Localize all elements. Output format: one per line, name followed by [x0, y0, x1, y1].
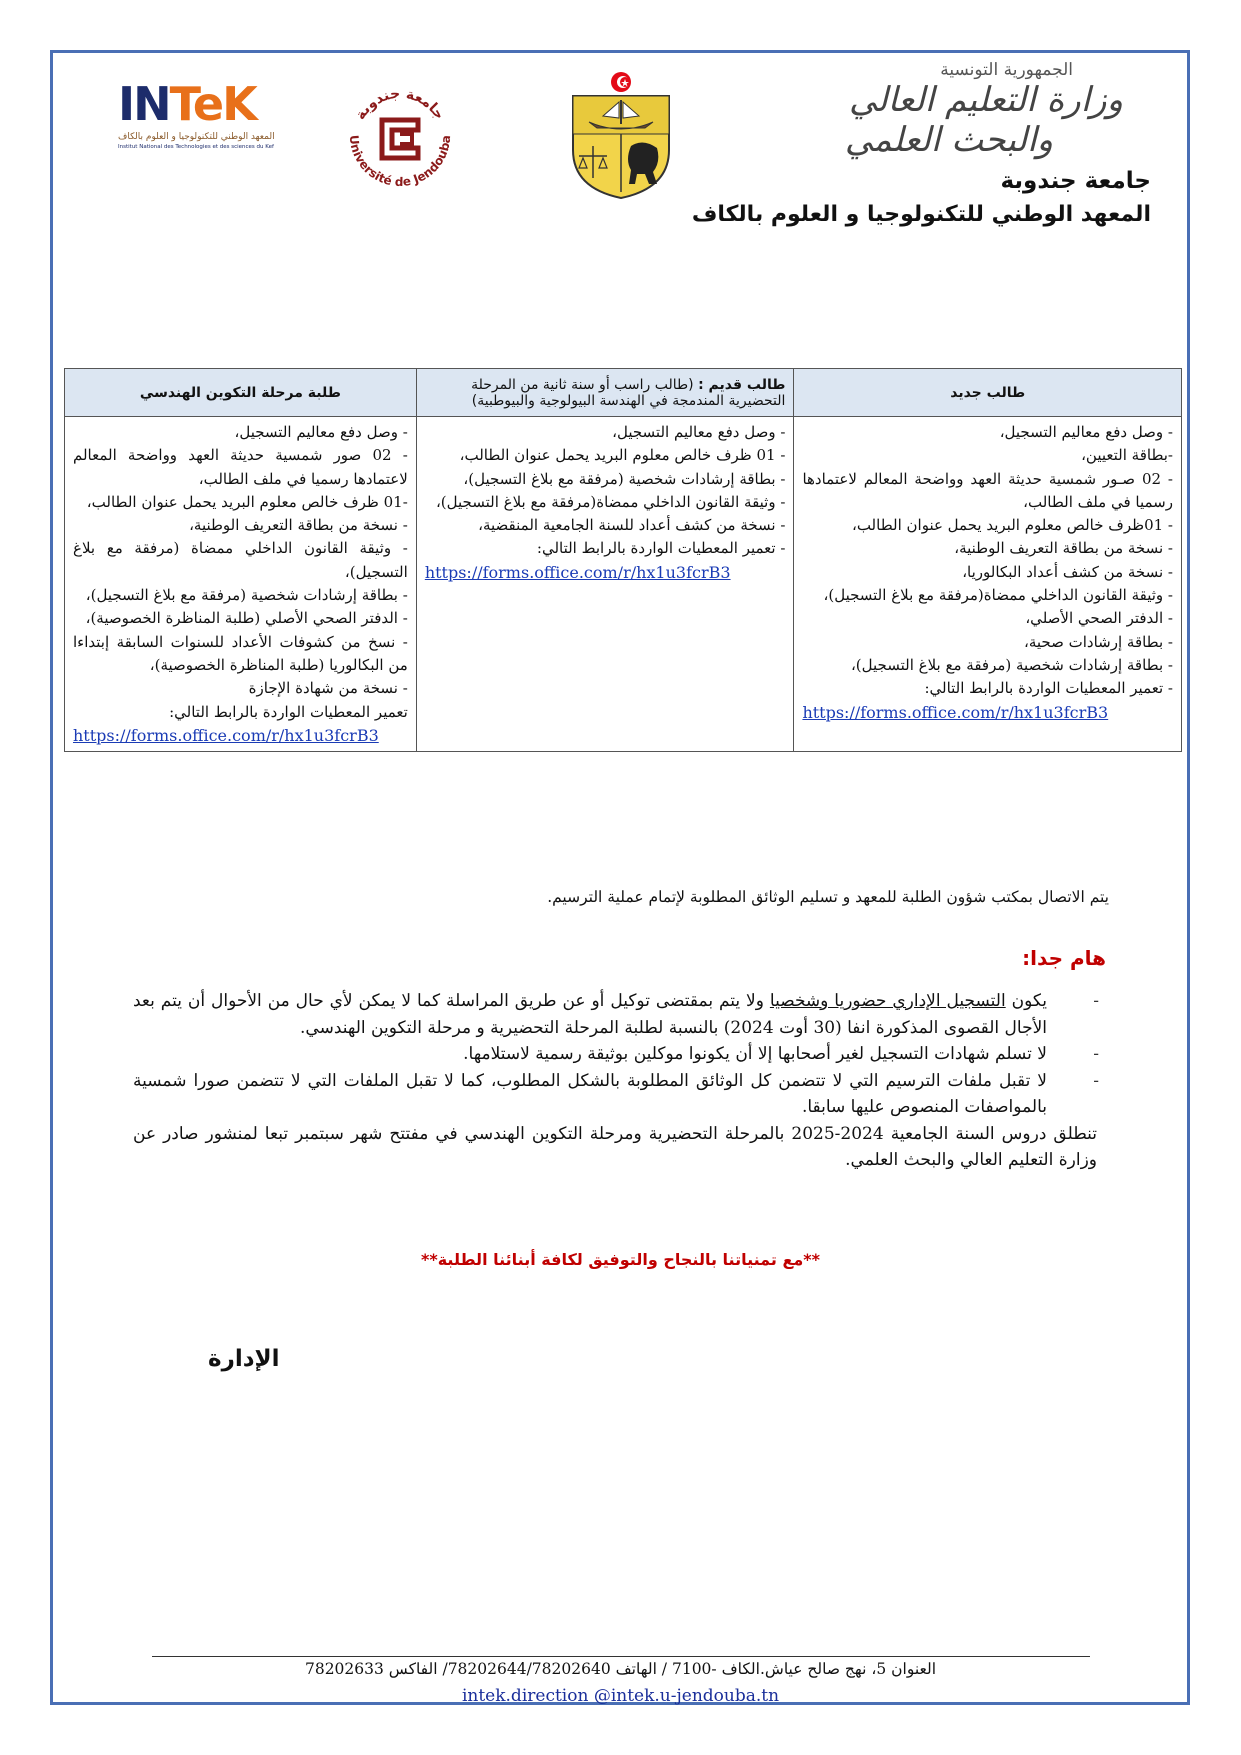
university-logo: [340, 78, 460, 198]
signature-administration: الإدارة: [208, 1346, 280, 1372]
header-old-student-label: طالب قديم :: [698, 376, 786, 393]
requirements-table: [64, 368, 1182, 752]
note-item: [133, 988, 1101, 1041]
cell-engineering: [65, 417, 417, 752]
university-logo-arabic: جامعة جندوبة: [352, 85, 448, 123]
important-title: هام جدا:: [1022, 946, 1106, 970]
list-item: -بطاقة التعيين،: [1081, 446, 1173, 465]
list-item: - وصل دفع معاليم التسجيل،: [234, 423, 408, 441]
header-old-student: [416, 369, 794, 417]
coat-of-arms: [565, 70, 677, 200]
footer-email: intek.direction @intek.u-jendouba.tn: [461, 1686, 780, 1706]
institute-title: المعهد الوطني للتكنولوجيا و العلوم بالكاف: [691, 202, 1151, 227]
svg-text:جامعة جندوبة: [352, 86, 447, 123]
list-item: تعمير المعطيات الواردة بالرابط التالي:: [169, 702, 408, 721]
list-item: - وصل دفع معاليم التسجيل،: [999, 423, 1173, 441]
list-item: - 02 صـور شمسية حديثة العهد وواضحة المعالم لاعتمادها رسميا في ملف الطالب،: [802, 469, 1173, 511]
form-link-new[interactable]: https://forms.office.com/r/hx1u3fcrB3: [802, 702, 1109, 722]
list-item: - الدفتر الصحي الأصلي (طلبة المناظرة الخصوصية)،: [85, 609, 408, 628]
ministry-line-1: وزارة التعليم العالي: [848, 80, 1123, 120]
list-item: - نسخة من كشف أعداد للسنة الجامعية المنقضية،: [478, 516, 786, 535]
page-border: [50, 50, 1190, 1705]
list-item: - نسخة من كشف أعداد البكالوريا،: [962, 562, 1173, 581]
list-item: - نسخة من بطاقة التعريف الوطنية،: [189, 516, 408, 535]
svg-text:Université de Jendouba: [347, 134, 453, 189]
classes-start-paragraph: تنطلق دروس السنة الجامعية 2024-2025 بالمرحلة التحضيرية ومرحلة التكوين الهندسي في مفتتح شهر سبتمبر تبعا لمنشور صادر عن وزارة التعليم العالي والبحث العلمي.: [133, 1123, 1098, 1170]
list-item: - بطاقة إرشادات شخصية (مرفقة مع بلاغ التسجيل)،: [850, 655, 1173, 674]
list-item: - تعمير المعطيات الواردة بالرابط التالي:: [924, 679, 1173, 698]
dash-bullet: -: [1093, 1044, 1099, 1064]
important-notes: [133, 988, 1101, 1174]
list-item: - وثيقة القانون الداخلي ممضاة (مرفقة مع بلاغ التسجيل)،: [73, 539, 408, 581]
list-item: - وثيقة القانون الداخلي ممضاة(مرفقة مع بلاغ التسجيل)،: [823, 586, 1173, 605]
note1-underlined: التسجيل الإداري حضوريا وشخصيا: [769, 991, 1006, 1011]
table-header-row: [65, 369, 1182, 417]
list-item: - نسخ من كشوفات الأعداد للسنوات السابقة إبتداءا من البكالوريا (طلبة المناظرة الخصوصية)،: [73, 632, 408, 674]
list-item: - نسخة من بطاقة التعريف الوطنية،: [954, 539, 1173, 558]
ministry-line-2: والبحث العلمي: [844, 120, 1053, 160]
list-item: - 02 صور شمسية حديثة العهد وواضحة المعالم لاعتمادها رسميا في ملف الطالب،: [73, 446, 408, 488]
note3-text: لا تقبل ملفات الترسيم التي لا تتضمن كل الوثائق المطلوبة بالشكل المطلوب، كما لا تقبل الملفات التي لا تتضمن صورا شمسية بالمواصفات المنصوص عليها سابقا.: [133, 1070, 1047, 1117]
intek-logo-mark: [118, 77, 278, 131]
ministry-block: [823, 60, 1123, 160]
form-link-old[interactable]: https://forms.office.com/r/hx1u3fcrB3: [424, 562, 731, 582]
cell-old-student: [416, 417, 794, 752]
list-item: - بطاقة إرشادات شخصية (مرفقة مع بلاغ التسجيل)،: [85, 586, 408, 605]
list-item: - الدفتر الصحي الأصلي،: [1025, 609, 1173, 628]
form-link-engineering[interactable]: https://forms.office.com/r/hx1u3fcrB3: [73, 725, 379, 745]
footer-divider: [152, 1656, 1090, 1657]
dash-bullet: -: [1093, 1070, 1099, 1091]
dash-bullet: -: [1093, 991, 1099, 1011]
list-item: - 01 ظرف خالص معلوم البريد يحمل عنوان الطالب،: [459, 446, 786, 465]
wish-line: **مع تمنياتنا بالنجاح والتوفيق لكافة أبنائنا الطلبة**: [420, 1250, 821, 1269]
republic-label: الجمهورية التونسية: [940, 60, 1073, 80]
header-engineering: طلبة مرحلة التكوين الهندسي: [65, 369, 417, 417]
contact-instruction: يتم الاتصال بمكتب شؤون الطلبة للمعهد و تسليم الوثائق المطلوبة لإتمام عملية الترسيم.: [547, 888, 1109, 906]
note-item: [133, 1041, 1101, 1068]
note1-after: ولا يتم بمقتضى توكيل أو عن طريق المراسلة كما لا يمكن لأي حال من الأحوال أن يتم بعد الأجال القصوى المذكورة انفا (30 أوت 2024) بالنسبة لطلبة المرحلة التحضيرية و مرحلة التكوين الهندسي.: [133, 991, 1047, 1038]
list-item: - 01ظرف خالص معلوم البريد يحمل عنوان الطالب،: [851, 516, 1173, 535]
intek-logo-french: Institut National des Technologies et des sciences du Kef: [118, 144, 274, 150]
header-new-student: طالب جديد: [794, 369, 1182, 417]
list-item: - وصل دفع معاليم التسجيل،: [612, 423, 786, 441]
intek-logo-tek: TeK: [169, 77, 256, 131]
list-item: -01 ظرف خالص معلوم البريد يحمل عنوان الطالب،: [86, 492, 408, 511]
note-item: [133, 1068, 1101, 1121]
list-item: - نسخة من شهادة الإجازة: [248, 679, 408, 698]
note2-text: لا تسلم شهادات التسجيل لغير أصحابها إلا أن يكونوا موكلين بوثيقة رسمية لاستلامها.: [463, 1044, 1047, 1064]
list-item: - بطاقة إرشادات صحية،: [1024, 632, 1173, 651]
intek-logo: [118, 77, 278, 170]
list-item: - تعمير المعطيات الواردة بالرابط التالي:: [536, 539, 786, 558]
footer-address: العنوان 5، نهج صالح عياش.الكاف -7100 / الهاتف 78202644/78202640/ الفاكس 78202633: [304, 1660, 937, 1678]
intek-logo-arabic: المعهد الوطني للتكنولوجيا و العلوم بالكاف: [118, 132, 275, 142]
table-row: [65, 417, 1182, 752]
list-item: - بطاقة إرشادات شخصية (مرفقة مع بلاغ التسجيل)،: [463, 469, 786, 488]
list-item: - وثيقة القانون الداخلي ممضاة(مرفقة مع بلاغ التسجيل)،: [435, 492, 786, 511]
university-logo-french: Université de Jendouba: [346, 134, 454, 190]
university-title: جامعة جندوبة: [1000, 168, 1151, 194]
header-old-student-desc: (طالب راسب أو سنة ثانية من المرحلة التحضيرية المندمجة في الهندسة البيولوجية والبيوطبية): [471, 376, 786, 409]
note1-before: يكون: [1005, 991, 1047, 1011]
intek-logo-in: IN: [118, 77, 170, 131]
cell-new-student: [794, 417, 1182, 752]
